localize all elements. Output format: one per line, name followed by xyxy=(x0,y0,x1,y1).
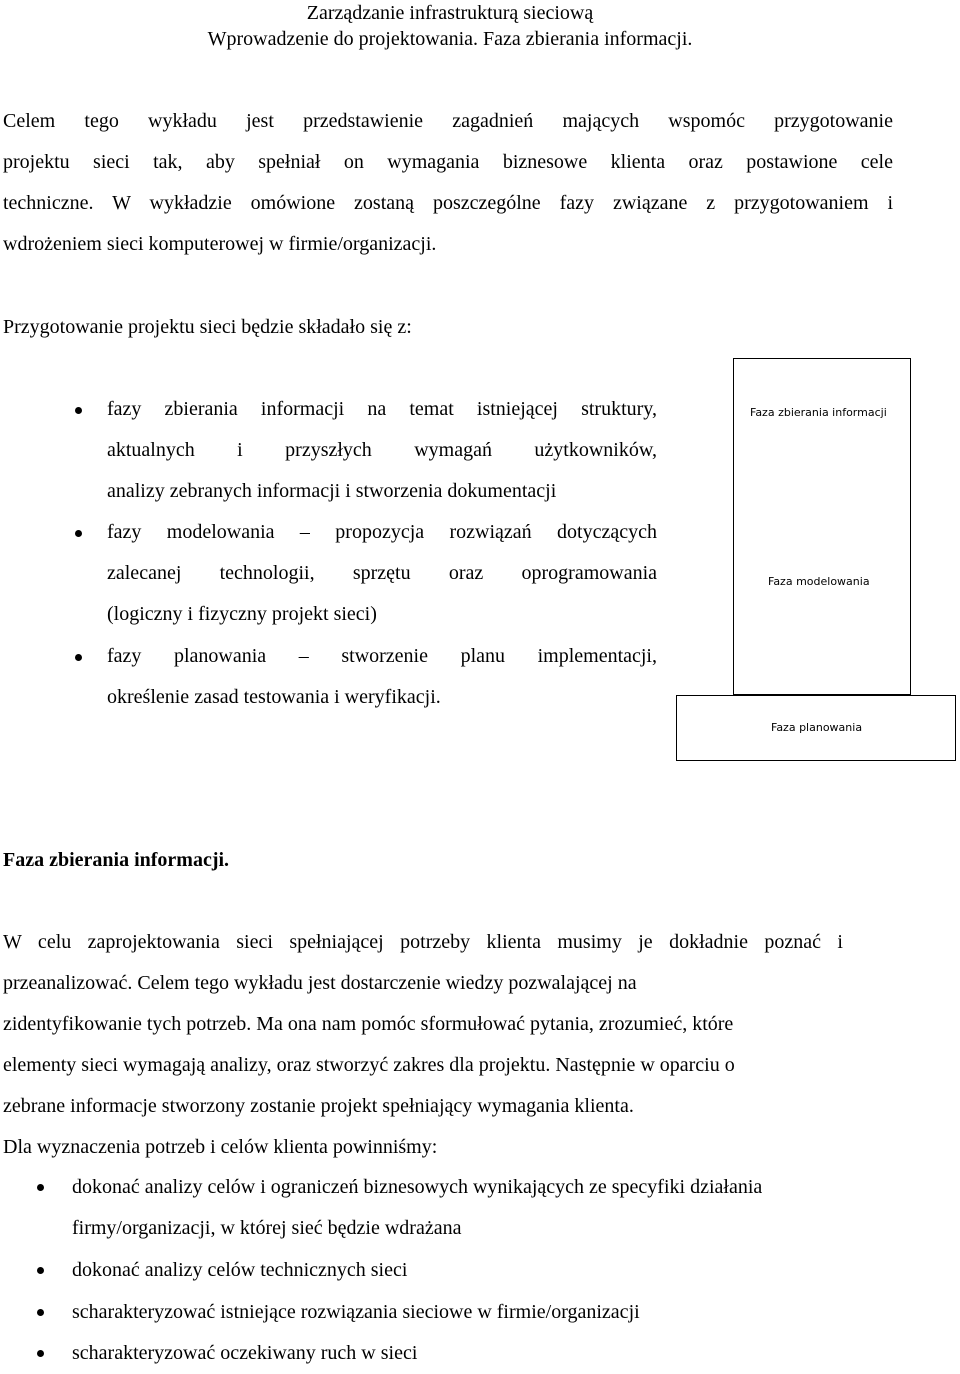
bullet-icon xyxy=(37,1267,44,1274)
section-line: zebrane informacje stworzony zostanie projekt spełniający wymagania klienta. xyxy=(3,1095,634,1117)
section-line: zidentyfikowanie tych potrzeb. Ma ona nam pomóc sformułować pytania, zrozumieć, które xyxy=(3,1013,734,1035)
diagram-stage-label: Faza zbierania informacji xyxy=(750,406,887,419)
needs-item xyxy=(72,1250,407,1291)
needs-item xyxy=(72,1292,640,1333)
intro-line: wdrożeniem sieci komputerowej w firmie/organizacji. xyxy=(3,233,437,255)
bullet-icon xyxy=(37,1350,44,1357)
phase-item xyxy=(107,512,657,635)
needs-line: scharakteryzować oczekiwany ruch w sieci xyxy=(72,1342,418,1364)
section-heading: Faza zbierania informacji. xyxy=(3,849,230,871)
intro-line: techniczne. W wykładzie omówione zostaną poszczególne fazy związane z przygotowaniem i xyxy=(3,192,893,214)
phases-intro: Przygotowanie projektu sieci będzie składało się z: xyxy=(3,316,412,338)
bullet-icon xyxy=(75,530,82,537)
needs-item xyxy=(72,1333,417,1374)
document-title: Zarządzanie infrastrukturą sieciową xyxy=(306,2,594,24)
section-paragraph xyxy=(3,922,843,1168)
diagram-stage-label: Faza planowania xyxy=(771,721,863,734)
phase-line: (logiczny i fizyczny projekt sieci) xyxy=(107,603,377,625)
phase-item xyxy=(107,636,657,718)
needs-item xyxy=(72,1167,762,1249)
phase-line: fazy zbierania informacji na temat istniejącej struktury, xyxy=(107,398,657,420)
section-line: W celu zaprojektowania sieci spełniającej potrzeby klienta musimy je dokładnie poznać i xyxy=(3,931,843,953)
phase-item xyxy=(107,389,657,512)
intro-line: Celem tego wykładu jest przedstawienie zagadnień mających wspomóc przygotowanie xyxy=(3,110,893,132)
bullet-icon xyxy=(37,1309,44,1316)
bullet-icon xyxy=(75,654,82,661)
intro-paragraph xyxy=(3,101,893,265)
section-line: przeanalizować. Celem tego wykładu jest dostarczenie wiedzy pozwalającej na xyxy=(3,972,637,994)
needs-line: dokonać analizy celów i ograniczeń biznesowych wynikających ze specyfiki działania xyxy=(72,1176,763,1198)
bullet-icon xyxy=(75,407,82,414)
phase-line: fazy modelowania – propozycja rozwiązań dotyczących xyxy=(107,521,657,543)
phase-line: fazy planowania – stworzenie planu implementacji, xyxy=(107,645,657,667)
needs-intro: Dla wyznaczenia potrzeb i celów klienta powinniśmy: xyxy=(3,1136,438,1158)
needs-line: firmy/organizacji, w której sieć będzie wdrażana xyxy=(72,1217,462,1239)
section-line: elementy sieci wymagają analizy, oraz stworzyć zakres dla projektu. Następnie w oparciu o xyxy=(3,1054,735,1076)
document-subtitle: Wprowadzenie do projektowania. Faza zbierania informacji. xyxy=(207,28,693,50)
phase-line: aktualnych i przyszłych wymagań użytkowników, xyxy=(107,439,657,461)
bullet-icon xyxy=(37,1184,44,1191)
phase-line: analizy zebranych informacji i stworzenia dokumentacji xyxy=(107,480,557,502)
needs-line: scharakteryzować istniejące rozwiązania sieciowe w firmie/organizacji xyxy=(72,1301,640,1323)
needs-line: dokonać analizy celów technicznych sieci xyxy=(72,1259,408,1281)
intro-line: projektu sieci tak, aby spełniał on wymagania biznesowe klienta oraz postawione cele xyxy=(3,151,893,173)
phase-line: określenie zasad testowania i weryfikacji. xyxy=(107,686,441,708)
phase-line: zalecanej technologii, sprzętu oraz oprogramowania xyxy=(107,562,657,584)
diagram-stage-label: Faza modelowania xyxy=(768,575,870,588)
document-header xyxy=(0,0,900,52)
